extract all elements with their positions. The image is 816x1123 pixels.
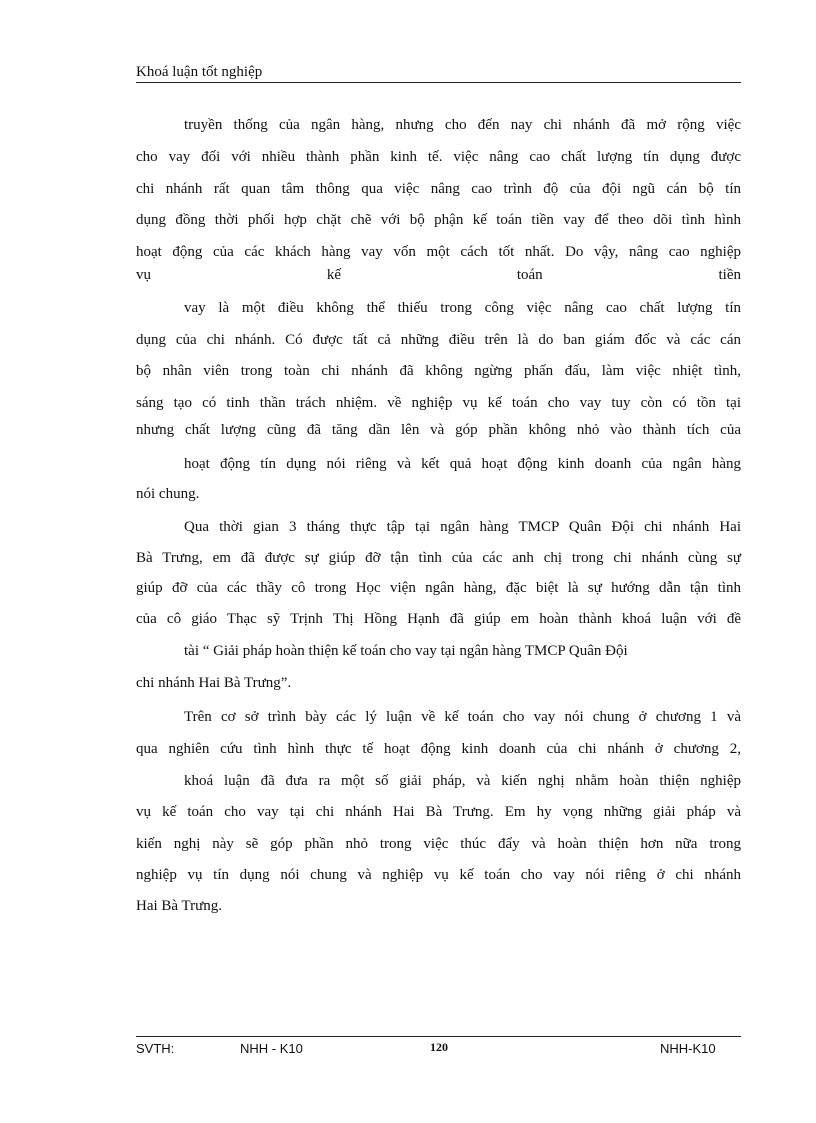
text-line: vụ kế toán tiền [136,267,741,283]
text-line: dụng đồng thời phối hợp chặt chẽ với bộ phận kế toán tiền vay để theo dõi tình hình [136,212,741,228]
text-line: sáng tạo có tinh thần trách nhiệm. về nghiệp vụ kế toán cho vay tuy còn có tồn tại [136,395,741,411]
text-line: kiến nghị này sẽ góp phần nhỏ trong việc thúc đẩy và hoàn thiện hơn nữa trong [136,836,741,852]
text-line: Hai Bà Trưng. [136,898,223,914]
text-line: bộ nhân viên trong toàn chi nhánh đã không ngừng phấn đấu, làm việc nhiệt tình, [136,363,741,379]
text-line: nhưng chất lượng cũng đã tăng dần lên và góp phần không nhỏ vào thành tích của [136,422,741,438]
footer-divider [136,1036,741,1037]
text-line: dụng của chi nhánh. Có được tất cả những điều trên là do ban giám đốc và các cán [136,332,741,348]
text-line: Qua thời gian 3 tháng thực tập tại ngân hàng TMCP Quân Đội chi nhánh Hai [184,519,741,535]
header-divider [136,82,741,83]
text-line: Trên cơ sở trình bày các lý luận về kế toán cho vay nói chung ở chương 1 và [184,709,741,725]
text-line: qua nghiên cứu tình hình thực tế hoạt động kinh doanh của chi nhánh ở chương 2, [136,741,741,757]
text-line: hoạt động của các khách hàng vay vốn một cách tốt nhất. Do vậy, nâng cao nghiệp [136,244,741,260]
text-line: chi nhánh Hai Bà Trưng”. [136,675,292,691]
text-line: nghiệp vụ tín dụng nói chung và nghiệp vụ kế toán cho vay nói riêng ở chi nhánh [136,867,741,883]
text-line: hoạt động tín dụng nói riêng và kết quả hoạt động kinh doanh của ngân hàng [184,456,741,472]
page-header-title: Khoá luận tốt nghiệp [136,64,263,80]
text-line: Bà Trưng, em đã được sự giúp đỡ tận tình của các anh chị trong chi nhánh cùng sự [136,550,741,566]
text-line: nói chung. [136,486,200,502]
text-line: tài “ Giải pháp hoàn thiện kế toán cho vay tại ngân hàng TMCP Quân Đội [184,643,628,659]
text-line: vụ kế toán cho vay tại chi nhánh Hai Bà Trưng. Em hy vọng những giải pháp và [136,804,741,820]
text-line: cho vay đối với nhiều thành phần kinh tế. việc nâng cao chất lượng tín dụng được [136,149,741,165]
text-line: chi nhánh rất quan tâm thông qua việc nâng cao trình độ của đội ngũ cán bộ tín [136,181,741,197]
footer-class-left: NHH - K10 [240,1041,303,1056]
footer-class-right: NHH-K10 [660,1041,716,1056]
text-line: vay là một điều không thể thiếu trong công việc nâng cao chất lượng tín [184,300,741,316]
text-line: của cô giáo Thạc sỹ Trịnh Thị Hồng Hạnh đã giúp em hoàn thành khoá luận với đề [136,611,741,627]
text-line: truyền thống của ngân hàng, nhưng cho đến nay chi nhánh đã mở rộng việc [184,117,741,133]
text-line: giúp đỡ của các thầy cô trong Học viện ngân hàng, đặc biệt là sự hướng dẫn tận tình [136,580,741,596]
footer-label: SVTH: [136,1041,175,1056]
page-number: 120 [430,1040,448,1054]
text-line: khoá luận đã đưa ra một số giải pháp, và kiến nghị nhằm hoàn thiện nghiệp [184,773,741,789]
